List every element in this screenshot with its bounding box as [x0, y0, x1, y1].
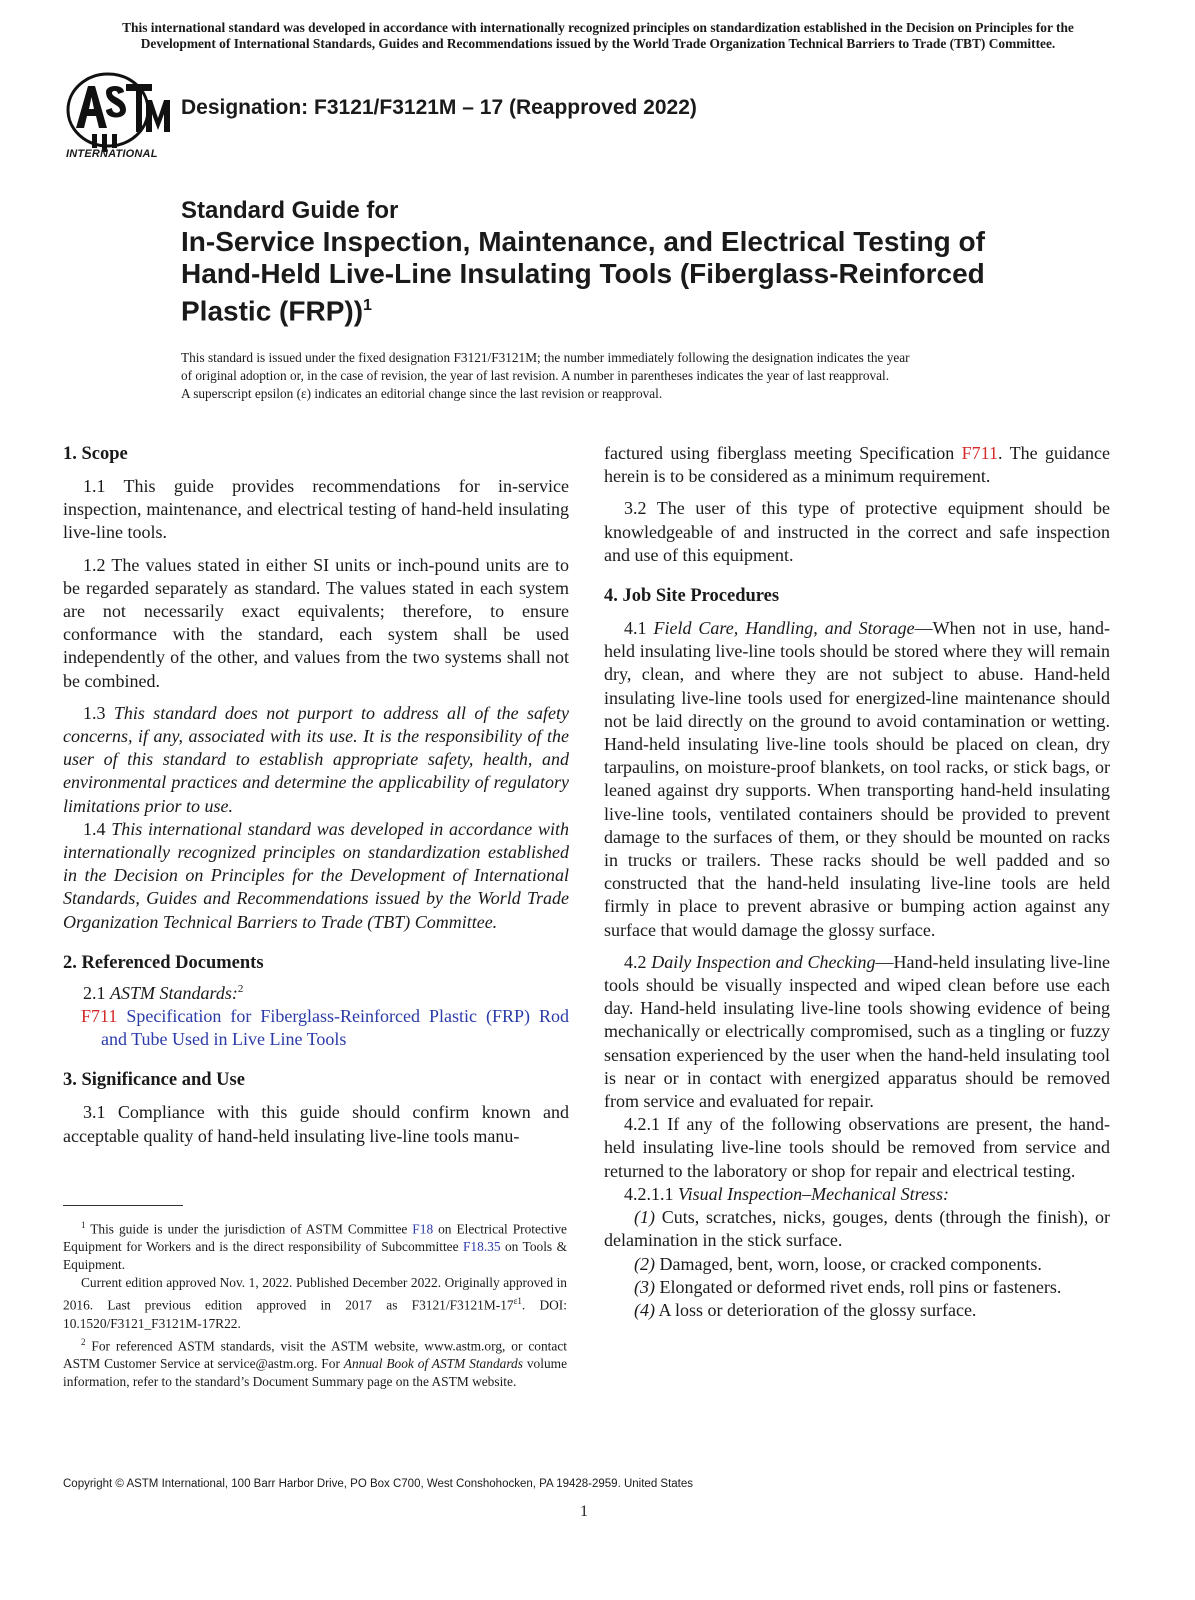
para-2-1-num: 2.1 — [83, 982, 106, 1003]
footnote-2-text-a: For referenced ASTM standards, visit the ASTM website, www.astm.org, or contact ASTM Customer Service at service@astm.org. For — [63, 1338, 567, 1372]
para-2-1-footnote-marker[interactable]: 2 — [237, 982, 244, 995]
reference-f711-title[interactable]: Specification for Fiberglass-Reinforced Plastic (FRP) Rod and Tube Used in Live Line Tools — [101, 1006, 569, 1050]
para-3-1-f711-link[interactable]: F711 — [961, 443, 999, 463]
list-item-3-num: (3) — [634, 1276, 655, 1297]
footnote-1-edition-text: Current edition approved Nov. 1, 2022. Published December 2022. Originally approved in 2016. Last previous edition approved in 2017 as F3121/F3121M-17 — [63, 1275, 567, 1313]
footnote-2-italic: Annual Book of ASTM Standards — [343, 1356, 523, 1372]
right-column — [604, 442, 1110, 1322]
para-3-1-cont-b: . The guidance herein is to be considered as a minimum requirement. — [604, 443, 1110, 487]
section-3-heading: 3. Significance and Use — [63, 1070, 245, 1091]
para-1-3 — [63, 702, 569, 818]
para-1-3-num: 1.3 — [83, 702, 106, 723]
footnotes — [63, 1216, 567, 1391]
para-4-1 — [604, 617, 1110, 942]
para-4-2 — [604, 951, 1110, 1113]
list-item-2-text: Damaged, bent, worn, loose, or cracked components. — [655, 1253, 1042, 1274]
title-pre: Standard Guide for — [181, 197, 399, 224]
para-1-1: 1.1 This guide provides recommendations for in-service inspection, maintenance, and electrical testing of hand-held insulating live-line tools. — [63, 476, 569, 543]
reference-f711 — [63, 1005, 569, 1051]
reference-f711-code[interactable]: F711 — [81, 1006, 118, 1027]
footnote-1 — [63, 1216, 567, 1274]
para-1-4-text: This international standard was developed in accordance with internationally recognized principles on standardization established in the Decision on Principles for the Development of International Standards, Guides and Recommendations issued by the World Trade Organization Technical Barriers to Trade (TBT) Committee. — [63, 818, 569, 932]
para-4-1-num: 4.1 — [624, 618, 647, 639]
para-2-1-text: ASTM Standards: — [110, 982, 238, 1003]
footnote-divider — [63, 1205, 183, 1206]
footnote-1-text-a: This guide is under the jurisdiction of ASTM Committee — [85, 1221, 413, 1237]
para-3-1-continued — [604, 442, 1110, 488]
para-3-2: 3.2 The user of this type of protective equipment should be knowledgeable of and instructed in the correct and safe inspection and use of this equipment. — [604, 498, 1110, 565]
para-3-1: 3.1 Compliance with this guide should confirm known and acceptable quality of hand-held insulating live-line tools manu- — [63, 1102, 569, 1146]
para-4-2-1: 4.2.1 If any of the following observations are present, the hand-held insulating live-line tools should be removed from service and returned to the laboratory or shop for repair and electrical testing. — [604, 1114, 1110, 1181]
title-line3 — [181, 290, 1061, 327]
footnote-2-marker: 2 — [81, 1336, 86, 1347]
std-notice-line1: This standard is issued under the fixed designation F3121/F3121M; the number immediately following the designation indicates the year — [181, 350, 910, 365]
std-notice-line3: A superscript epsilon (ε) indicates an editorial change since the last revision or reapproval. — [181, 386, 663, 401]
para-4-1-title: Field Care, Handling, and Storage — [653, 618, 915, 639]
title-line1: In-Service Inspection, Maintenance, and Electrical Testing of — [181, 226, 985, 257]
list-item-1-text: Cuts, scratches, nicks, gouges, dents (through the finish), or delamination in the stick surface. — [604, 1207, 1110, 1251]
list-item-3 — [604, 1276, 1110, 1299]
footnote-1-link-f18-35[interactable]: F18.35 — [462, 1239, 501, 1255]
list-item-1-num: (1) — [634, 1207, 655, 1228]
designation: Designation: F3121/F3121M – 17 (Reapproved 2022) — [181, 96, 697, 119]
logo-international-text: INTERNATIONAL — [66, 148, 158, 160]
footnote-2-text-b: volume information, refer to the standard’s Document Summary page on the ASTM website. — [63, 1356, 568, 1390]
title-footnote-marker[interactable]: 1 — [363, 297, 372, 314]
para-4-2-1-1 — [604, 1183, 1110, 1206]
list-item-3-text: Elongated or deformed rivet ends, roll pins or fasteners. — [655, 1276, 1062, 1297]
footnote-2 — [63, 1333, 567, 1391]
title-line3-text: Plastic (FRP)) — [181, 295, 364, 327]
left-column — [63, 442, 569, 1148]
para-4-2-1-1-num: 4.2.1.1 — [624, 1183, 674, 1204]
copyright-line: Copyright © ASTM International, 100 Barr Harbor Drive, PO Box C700, West Conshohocken, PA 19428-2959. United States — [63, 1478, 694, 1490]
para-4-2-1-1-title: Visual Inspection–Mechanical Stress: — [678, 1183, 949, 1204]
footnote-1-epsilon: ε1 — [513, 1296, 522, 1307]
section-2-heading: 2. Referenced Documents — [63, 952, 264, 973]
title-line2: Hand-Held Live-Line Insulating Tools (Fiberglass-Reinforced — [181, 258, 985, 289]
para-4-2-num: 4.2 — [624, 951, 647, 972]
para-1-4-num: 1.4 — [83, 818, 106, 839]
para-4-2-title: Daily Inspection and Checking — [651, 951, 876, 972]
para-4-1-text: —When not in use, hand-held insulating live-line tools should be stored where they will remain dry, clean, and where they are not subject to abuse. Hand-held insulating live-line tools used for energized-line maintenance should not be laid directly on the ground to avoid contamination or wetting. Hand-held insulating live-line tools should be placed on clean, dry tarpaulins, on moisture-proof blankets, on tool racks, or stick bags, or leaned against dry supports. When transporting hand-held insulating live-line tools, ventilated containers should be provided to prevent damage to the surfaces of them, or they should be mounted on racks in trucks or trailers. These racks should be well padded and so constructed that the hand-held insulating live-line tools are held firmly in place to prevent abrasive or bumping action against any surface that would damage the glossy surface. — [604, 618, 1110, 940]
footnote-1-text-b: on Electrical Protective Equipment for Workers and is the direct responsibility of Subcommittee — [63, 1221, 567, 1255]
footnote-1-edition — [63, 1274, 567, 1332]
footnote-1-link-f18[interactable]: F18 — [412, 1221, 434, 1237]
para-4-2-text: —Hand-held insulating live-line tools should be visually inspected and wiped clean before use each day. Hand-held insulating live-line tools showing evidence of being mechanically or electrically compromised, such as a tingling or fuzzy sensation experienced by the user when the hand-held insulating tool is near or in contact with energized apparatus should be removed from service and evaluated for repair. — [604, 951, 1110, 1112]
footnote-1-marker: 1 — [81, 1220, 86, 1230]
top-notice-line1: This international standard was developed in accordance with internationally recognized principles on standardization established in the Decision on Principles for the — [122, 20, 1074, 35]
standard-notice — [181, 349, 1031, 403]
footnote-1-text-c: on Tools & Equipment. — [63, 1239, 567, 1273]
list-item-4 — [604, 1299, 1110, 1322]
para-2-1 — [63, 978, 569, 1005]
para-1-2: 1.2 The values stated in either SI units or inch-pound units are to be regarded separately as standard. The values stated in each system are not necessarily exact equivalents; therefore, to ensure conformance with the standard, each system shall be used independently of the other, and values from the two systems shall not be combined. — [63, 554, 569, 691]
top-notice-line2: Development of International Standards, Guides and Recommendations issued by the World Trade Organization Technical Barriers to Trade (TBT) Committee. — [140, 36, 1056, 51]
para-1-4 — [63, 818, 569, 934]
section-4-heading: 4. Job Site Procedures — [604, 586, 780, 607]
footnote-1-doi: . DOI: 10.1520/F3121_F3121M-17R22. — [63, 1297, 567, 1331]
list-item-4-text: A loss or deterioration of the glossy surface. — [655, 1299, 977, 1320]
list-item-4-num: (4) — [634, 1299, 655, 1320]
list-item-2 — [604, 1253, 1110, 1276]
section-1-heading: 1. Scope — [63, 444, 128, 464]
para-1-3-text: This standard does not purport to address all of the safety concerns, if any, associated with its use. It is the responsibility of the user of this standard to establish appropriate safety, health, and environmental practices and determine the applicability of regulatory limitations prior to use. — [63, 702, 570, 816]
top-notice — [58, 20, 1138, 52]
document-title — [181, 196, 1061, 327]
page-number: 1 — [580, 1503, 588, 1520]
std-notice-line2: of original adoption or, in the case of revision, the year of last revision. A number in parentheses indicates the year of last reapproval. — [181, 368, 890, 383]
list-item-2-num: (2) — [634, 1253, 655, 1274]
list-item-1 — [604, 1206, 1110, 1252]
para-3-1-cont-a: factured using fiberglass meeting Specification — [604, 443, 955, 463]
